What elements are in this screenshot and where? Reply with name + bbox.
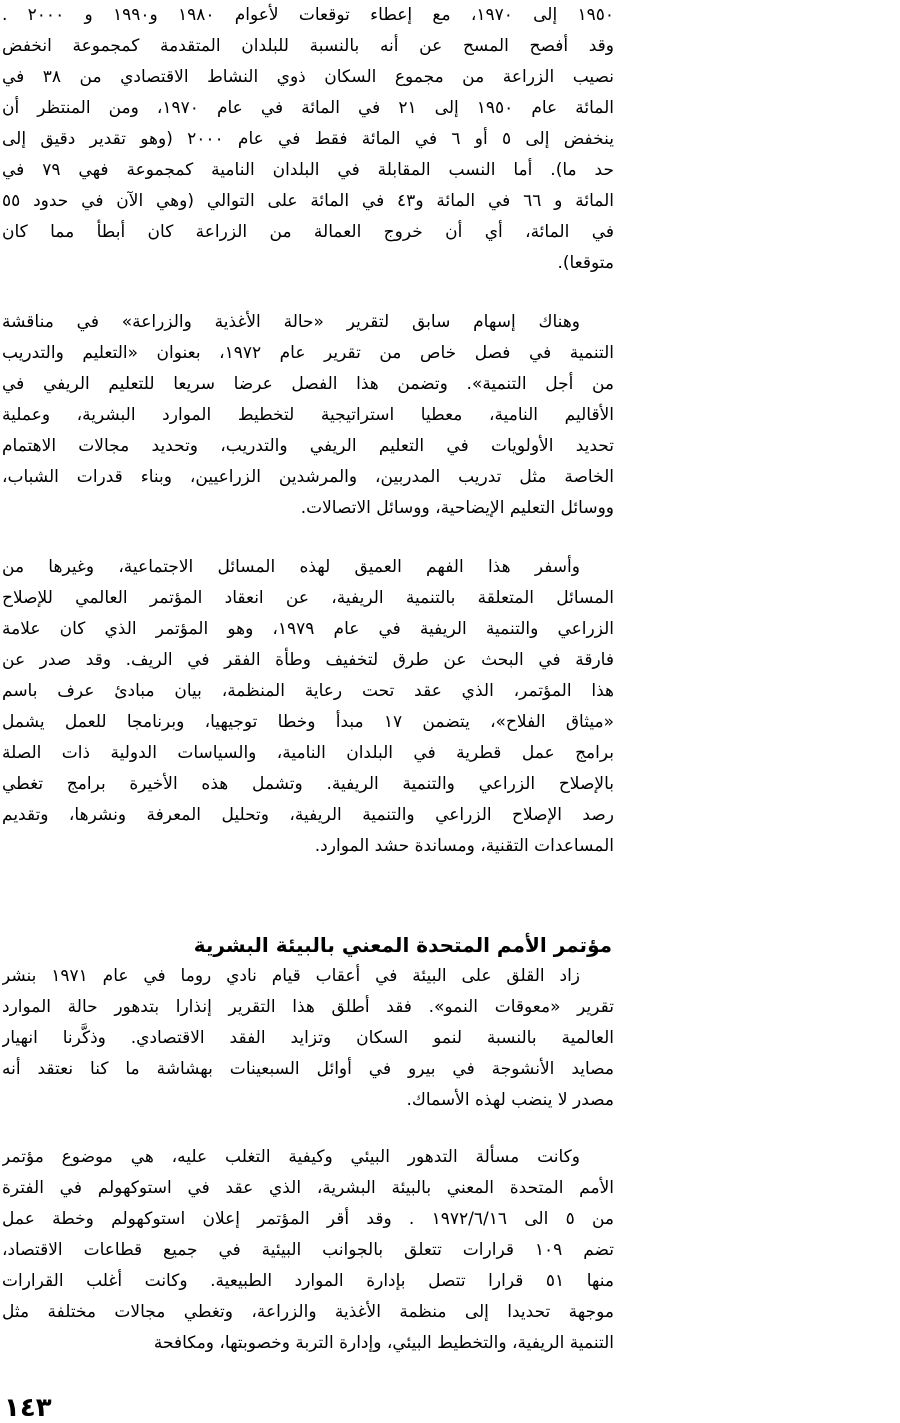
text-line: ١٩٥٠ إلى ١٩٧٠، مع إعطاء توقعات لأعوام ١٩٨٠ و١٩٩٠ و ٢٠٠٠ . <box>2 5 614 25</box>
text-line: ووسائل التعليم الإيضاحية، ووسائل الاتصالات. <box>300 498 614 518</box>
text-line: متوقعا). <box>557 253 614 273</box>
text-line: هذا المؤتمر، الذي عقد تحت رعاية المنظمة، بيان مبادئ عرف باسم <box>2 681 614 701</box>
text-line: الزراعي والتنمية الريفية في عام ١٩٧٩، وهو المؤتمر الذي كان علامة <box>2 619 614 639</box>
section-heading: مؤتمر الأمم المتحدة المعني بالبيئة البشرية <box>193 933 612 957</box>
text-line: في المائة، أي أن خروج العمالة من الزراعة كان أبطأ مما كان <box>2 222 614 242</box>
text-line: من ٥ الى ١٩٧٢/٦/١٦ . وقد أقر المؤتمر إعلان استوكهولم وخطة عمل <box>2 1209 614 1229</box>
paragraph-environment-concern <box>2 961 614 1116</box>
page-number: ١٤٣ <box>4 1393 52 1423</box>
text-line: وأسفر هذا الفهم العميق لهذه المسائل الاجتماعية، وغيرها من <box>2 557 580 577</box>
text-line: فارقة في البحث عن طرق لتخفيف وطأة الفقر في الريف. وقد صدر عن <box>2 650 614 670</box>
text-line: ينخفض إلى ٥ أو ٦ في المائة فقط في عام ٢٠٠٠ (وهو تقدير دقيق إلى <box>2 129 614 149</box>
text-line: الأمم المتحدة المعني بالبيئة البشرية، الذي عقد في استوكهولم في الفترة <box>2 1178 614 1198</box>
text-line: زاد القلق على البيئة في أعقاب قيام نادي روما في عام ١٩٧١ بنشر <box>2 966 580 986</box>
text-line: مصايد الأنشوجة في بيرو في أوائل السبعينات بهشاشة ما كنا نعتقد أنه <box>2 1059 614 1079</box>
text-line: وكانت مسألة التدهور البيئي وكيفية التغلب عليه، هي موضوع مؤتمر <box>2 1147 580 1167</box>
paragraph-stockholm-conference <box>2 1142 614 1359</box>
text-line: المسائل المتعلقة بالتنمية الريفية، عن انعقاد المؤتمر العالمي للإصلاح <box>2 588 614 608</box>
text-line: بالإصلاح الزراعي والتنمية الريفية. وتشمل هذه الأخيرة برامج تغطي <box>2 774 614 794</box>
text-line: «ميثاق الفلاح»، يتضمن ١٧ مبدأ وخطا توجيهيا، وبرنامجا للعمل يشمل <box>2 712 614 732</box>
text-line: العالمية بالنسبة لنمو السكان وتزايد الفقد الاقتصادي. وذكَّرنا انهيار <box>2 1028 614 1048</box>
text-line: وقد أفصح المسح عن أنه بالنسبة للبلدان المتقدمة كمجموعة انخفض <box>2 36 614 56</box>
text-line: الأقاليم النامية، معطيا استراتيجية لتخطيط الموارد البشرية، وعملية <box>2 405 614 425</box>
text-line: من أجل التنمية». وتضمن هذا الفصل عرضا سريعا للتعليم الريفي في <box>2 374 614 394</box>
text-line: المائة و ٦٦ في المائة و٤٣ في المائة على التوالي (وهي الآن في حدود ٥٥ <box>2 191 614 211</box>
text-line: رصد الإصلاح الزراعي والتنمية الريفية، وتحليل المعرفة ونشرها، وتقديم <box>2 805 614 825</box>
text-line: برامج عمل قطرية في البلدان النامية، والسياسات الدولية ذات الصلة <box>2 743 614 763</box>
text-line: الخاصة مثل تدريب المدربين، والمرشدين الزراعيين، وبناء قدرات الشباب، <box>2 467 614 487</box>
text-line: التنمية في فصل خاص من تقرير عام ١٩٧٢، بعنوان «التعليم والتدريب <box>2 343 614 363</box>
text-line: المائة عام ١٩٥٠ إلى ٢١ في المائة في عام ١٩٧٠، ومن المنتظر أن <box>2 98 614 118</box>
paragraph-world-conference <box>2 552 614 862</box>
text-line: موجهة تحديدا إلى منظمة الأغذية والزراعة، وتغطي مجالات مختلفة مثل <box>2 1302 614 1322</box>
text-line: حد ما). أما النسب المقابلة في البلدان النامية كمجموعة فهي ٧٩ في <box>2 160 614 180</box>
text-line: نصيب الزراعة من مجموع السكان ذوي النشاط الاقتصادي من ٣٨ في <box>2 67 614 87</box>
paragraph-education-report <box>2 307 614 524</box>
text-line: تضم ١٠٩ قرارات تتعلق بالجوانب البيئية في جميع قطاعات الاقتصاد، <box>2 1240 614 1260</box>
text-line: المساعدات التقنية، ومساندة حشد الموارد. <box>314 836 614 856</box>
text-line: تحديد الأولويات في التعليم الريفي والتدريب، وتحديد مجالات الاهتمام <box>2 436 614 456</box>
paragraph-projections <box>2 0 614 279</box>
text-line: وهناك إسهام سابق لتقرير «حالة الأغذية والزراعة» في مناقشة <box>2 312 580 332</box>
text-line: مصدر لا ينضب لهذه الأسماك. <box>406 1090 614 1110</box>
text-line: التنمية الريفية، والتخطيط البيئي، وإدارة التربة وخصوبتها، ومكافحة <box>153 1333 614 1353</box>
text-line: منها ٥١ قرارا تتصل بإدارة الموارد الطبيعية. وكانت أغلب القرارات <box>2 1271 614 1291</box>
text-line: تقرير «معوقات النمو». فقد أطلق هذا التقرير إنذارا بتدهور حالة الموارد <box>2 997 614 1017</box>
